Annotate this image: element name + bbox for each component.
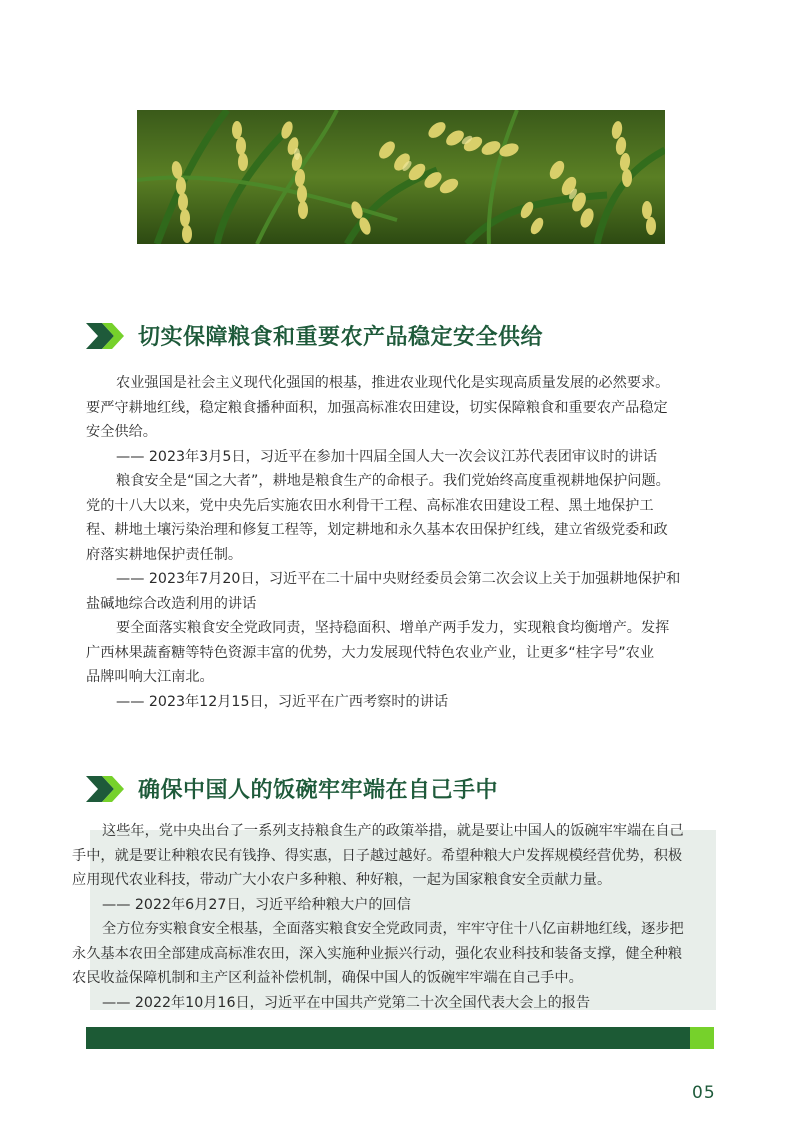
section1-body (86, 371, 714, 714)
text-line: 农民收益保障机制和主产区利益补偿机制，确保中国人的饭碗牢牢端在自己手中。 (72, 970, 583, 986)
chevron-right-icon (86, 323, 126, 349)
text-line: 应用现代农业科技，带动广大小农户多种粮、种好粮，一起为国家粮食安全贡献力量。 (72, 872, 612, 888)
section2-body (72, 819, 724, 1015)
text-line: 农业强国是社会主义现代化强国的根基，推进农业现代化是实现高质量发展的必然要求。 (116, 375, 670, 391)
quote-source: —— 2023年12月15日，习近平在广西考察时的讲话 (116, 693, 449, 710)
quote-source: —— 2023年7月20日，习近平在二十届中央财经委员会第二次会议上关于加强耕地保护和 (116, 571, 681, 587)
section2-title: 确保中国人的饭碗牢牢端在自己手中 (138, 778, 499, 803)
text-line: 粮食安全是“国之大者”，耕地是粮食生产的命根子。我们党始终高度重视耕地保护问题。 (116, 473, 670, 489)
quote-source: 盐碱地综合改造利用的讲话 (86, 595, 257, 612)
page-number: 05 (692, 1083, 716, 1103)
text-line: 品牌叫响大江南北。 (86, 669, 214, 685)
text-line: 手中，就是要让种粮农民有钱挣、得实惠，日子越过越好。希望种粮大户发挥规模经营优势，积极 (72, 847, 683, 864)
text-line: 永久基本农田全部建成高标准农田，深入实施种业振兴行动，强化农业科技和装备支撑，健全种粮 (72, 945, 683, 962)
text-line: 这些年，党中央出台了一系列支持粮食生产的政策举措，就是要让中国人的饭碗牢牢端在自己 (102, 823, 684, 839)
chevron-right-icon (86, 776, 126, 802)
text-line: 广西林果蔬畜糖等特色资源丰富的优势，大力发展现代特色农业产业，让更多“桂字号”农业 (86, 644, 655, 661)
quote-source: —— 2022年6月27日，习近平给种粮大户的回信 (102, 896, 411, 913)
section1-heading (86, 320, 543, 351)
section1-title: 切实保障粮食和重要农产品稳定安全供给 (138, 325, 544, 350)
text-line: 要全面落实粮食安全党政同责，坚持稳面积、增单产两手发力，实现粮食均衡增产。发挥 (116, 620, 670, 636)
footer-bar-accent (690, 1027, 714, 1049)
text-line: 全方位夯实粮食安全根基，全面落实粮食安全党政同责，牢牢守住十八亿亩耕地红线，逐步把 (102, 921, 684, 937)
rice-photo (137, 110, 665, 244)
quote-source: —— 2022年10月16日，习近平在中国共产党第二十次全国代表大会上的报告 (102, 994, 591, 1011)
footer-bar-dark (86, 1027, 690, 1049)
text-line: 党的十八大以来，党中央先后实施农田水利骨干工程、高标准农田建设工程、黑土地保护工 (86, 497, 654, 514)
text-line: 要严守耕地红线，稳定粮食播种面积，加强高标准农田建设，切实保障粮食和重要农产品稳定 (86, 399, 668, 416)
section2-heading (86, 773, 498, 804)
quote-source: —— 2023年3月5日，习近平在参加十四届全国人大一次会议江苏代表团审议时的讲话 (116, 448, 658, 465)
text-line: 府落实耕地保护责任制。 (86, 546, 243, 563)
text-line: 安全供给。 (86, 424, 157, 440)
text-line: 程、耕地土壤污染治理和修复工程等，划定耕地和永久基本农田保护红线，建立省级党委和政 (86, 522, 668, 538)
